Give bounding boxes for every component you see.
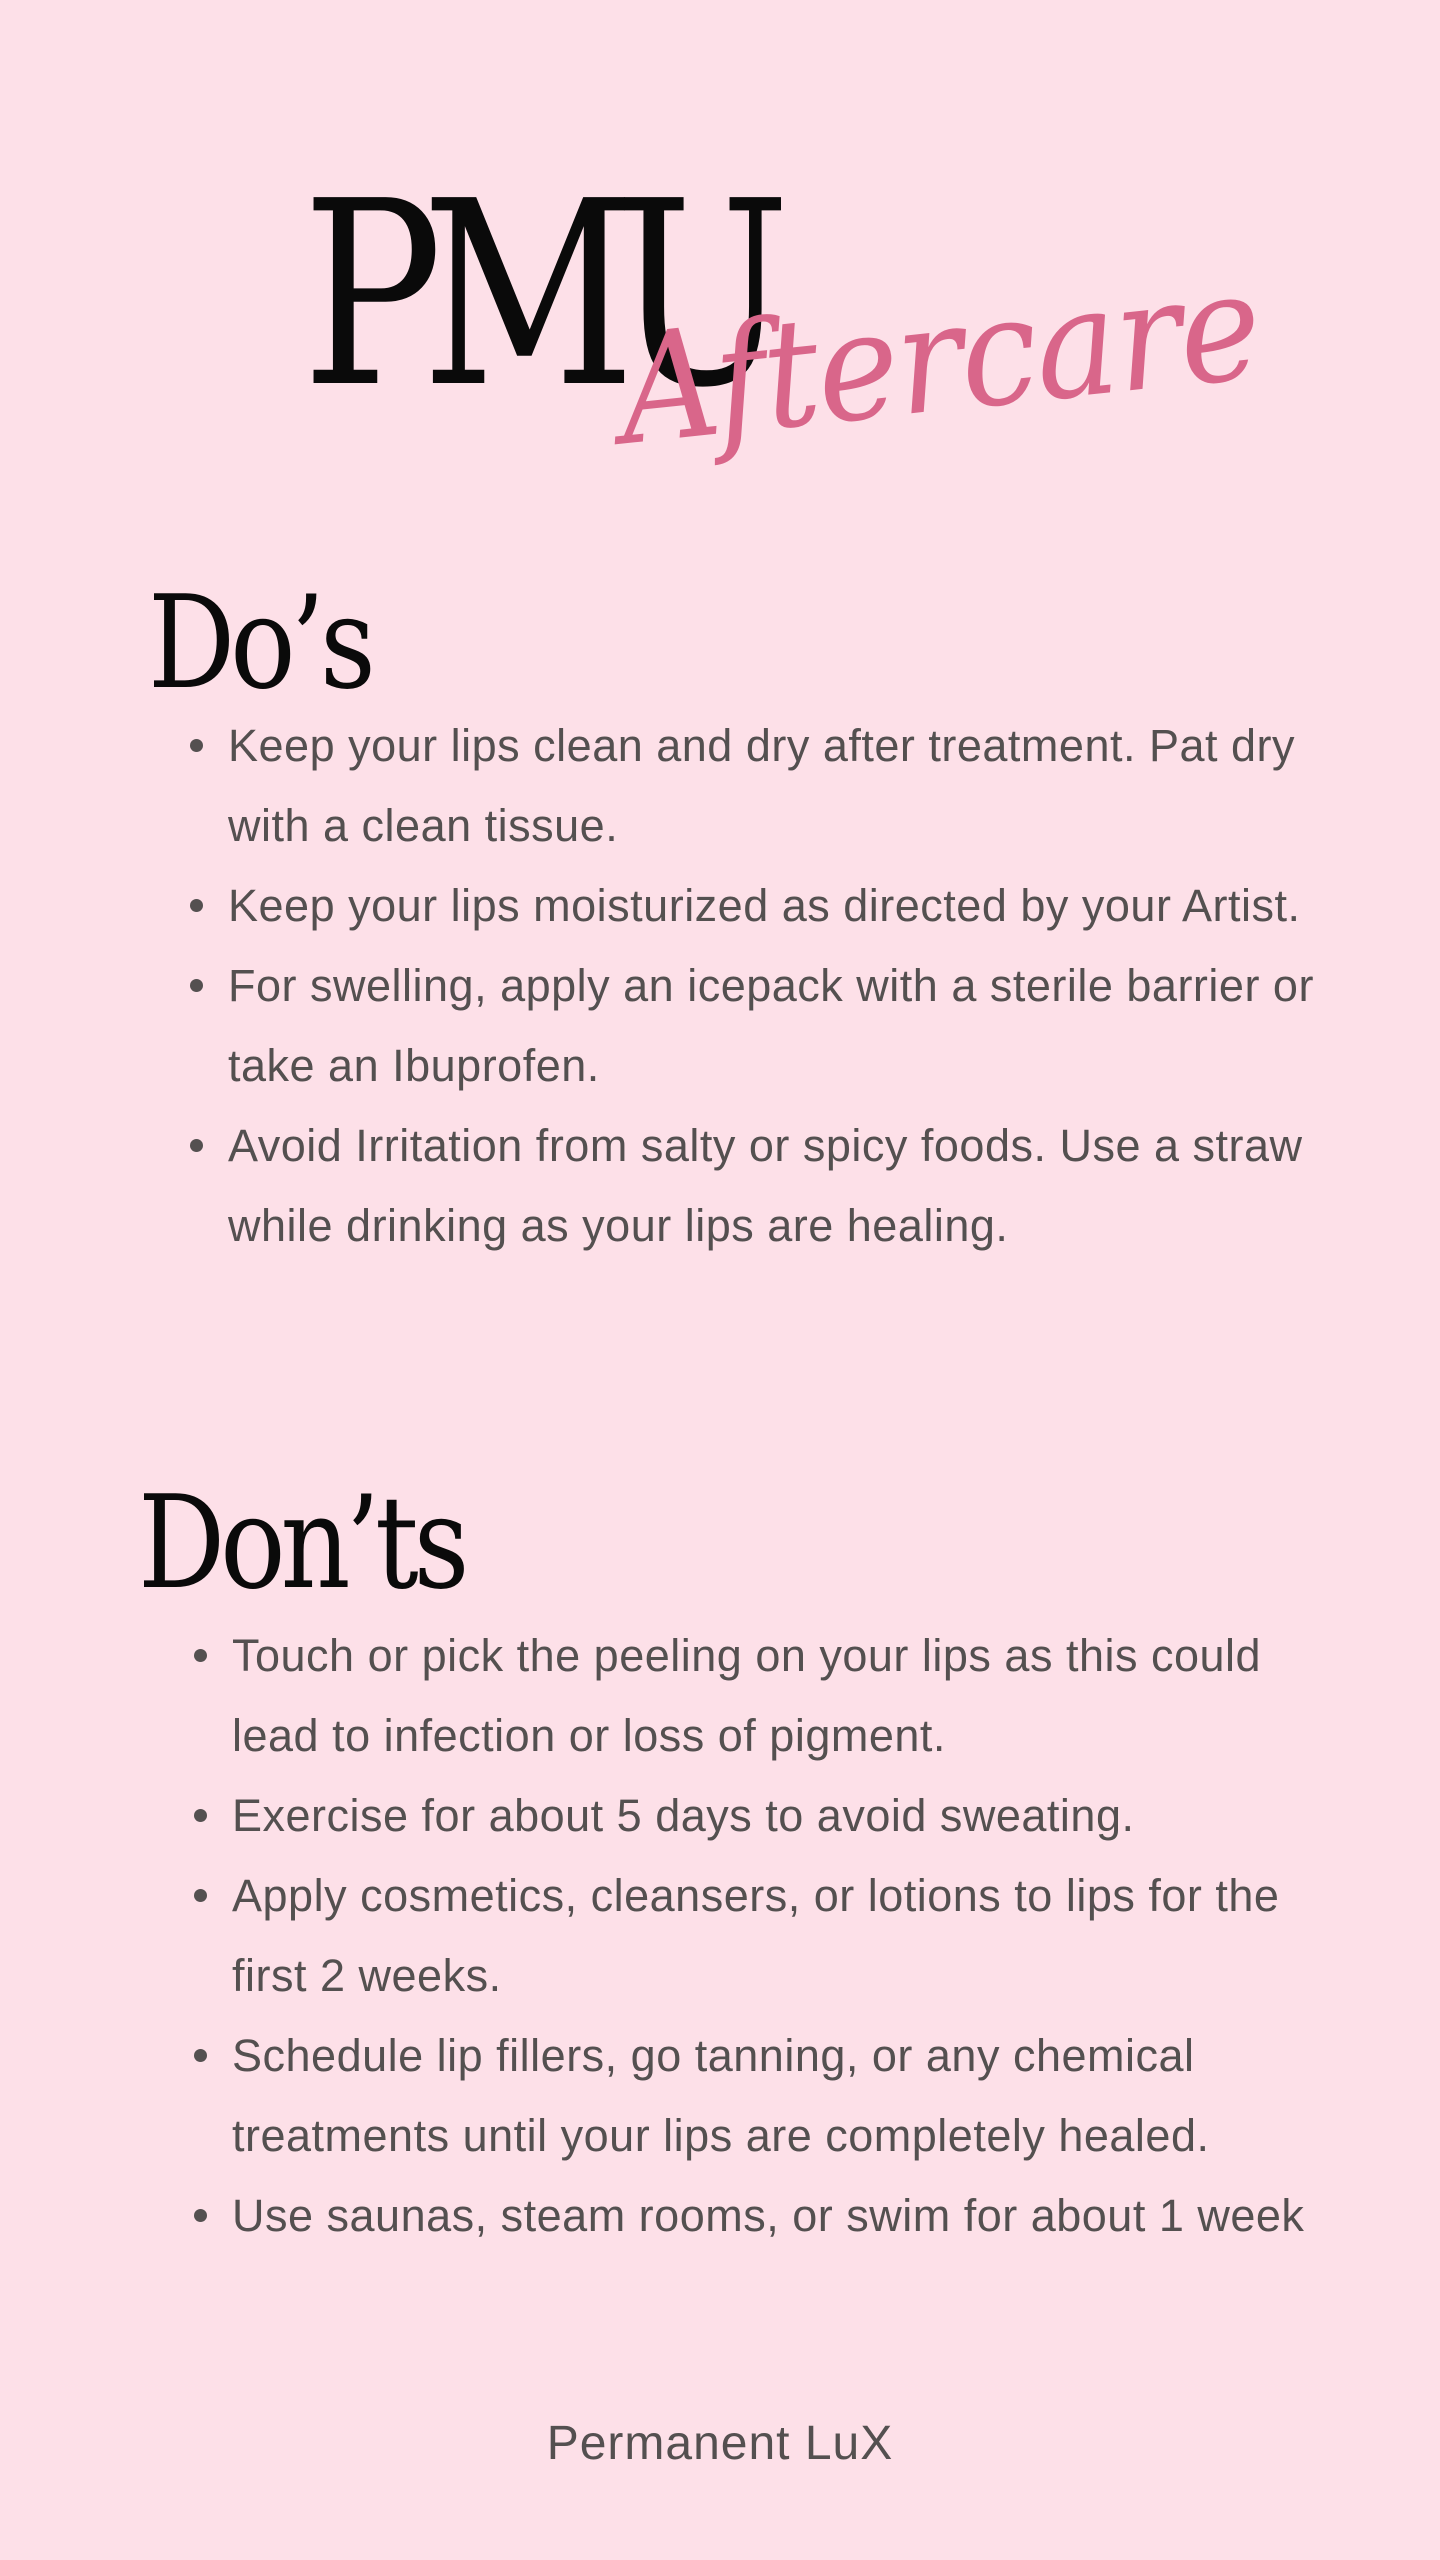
footer-brand: Permanent LuX — [546, 2417, 894, 2470]
list-item-text: Keep your lips clean and dry after treatment. Pat dry with a clean tissue. — [228, 720, 1296, 851]
list-item-text: Apply cosmetics, cleansers, or lotions to lips for the first 2 weeks. — [232, 1870, 1280, 2001]
bullet-icon — [194, 2209, 207, 2222]
list-item — [232, 1776, 1322, 1856]
bullet-icon — [190, 899, 203, 912]
list-item — [228, 1106, 1318, 1266]
donts-list — [232, 1616, 1322, 2256]
list-item — [228, 706, 1318, 866]
list-item — [232, 1856, 1322, 2016]
list-item — [232, 2176, 1322, 2256]
bullet-icon — [194, 1809, 207, 1822]
list-item-text: Avoid Irritation from salty or spicy foods. Use a straw while drinking as your lips are healing. — [228, 1120, 1303, 1251]
list-item — [228, 946, 1318, 1106]
list-item — [232, 2016, 1322, 2176]
dos-list — [228, 706, 1318, 1266]
list-item — [228, 866, 1318, 946]
list-item-text: Use saunas, steam rooms, or swim for about 1 week — [232, 2190, 1305, 2241]
bullet-icon — [194, 2049, 207, 2062]
donts-heading: Don’ts — [138, 1469, 465, 1618]
dos-heading: Do’s — [148, 569, 371, 718]
title-pmu: PMU — [302, 147, 770, 444]
bullet-icon — [190, 739, 203, 752]
bullet-icon — [194, 1889, 207, 1902]
list-item-text: Keep your lips moisturized as directed by your Artist. — [228, 880, 1301, 931]
list-item-text: Schedule lip fillers, go tanning, or any chemical treatments until your lips are completely healed. — [232, 2030, 1210, 2161]
bullet-icon — [190, 979, 203, 992]
list-item-text: Touch or pick the peeling on your lips as this could lead to infection or loss of pigment. — [232, 1630, 1262, 1761]
list-item — [232, 1616, 1322, 1776]
bullet-icon — [190, 1139, 203, 1152]
list-item-text: Exercise for about 5 days to avoid sweating. — [232, 1790, 1135, 1841]
list-item-text: For swelling, apply an icepack with a sterile barrier or take an Ibuprofen. — [228, 960, 1314, 1091]
bullet-icon — [194, 1649, 207, 1662]
title-aftercare: Aftercare — [610, 238, 1268, 480]
